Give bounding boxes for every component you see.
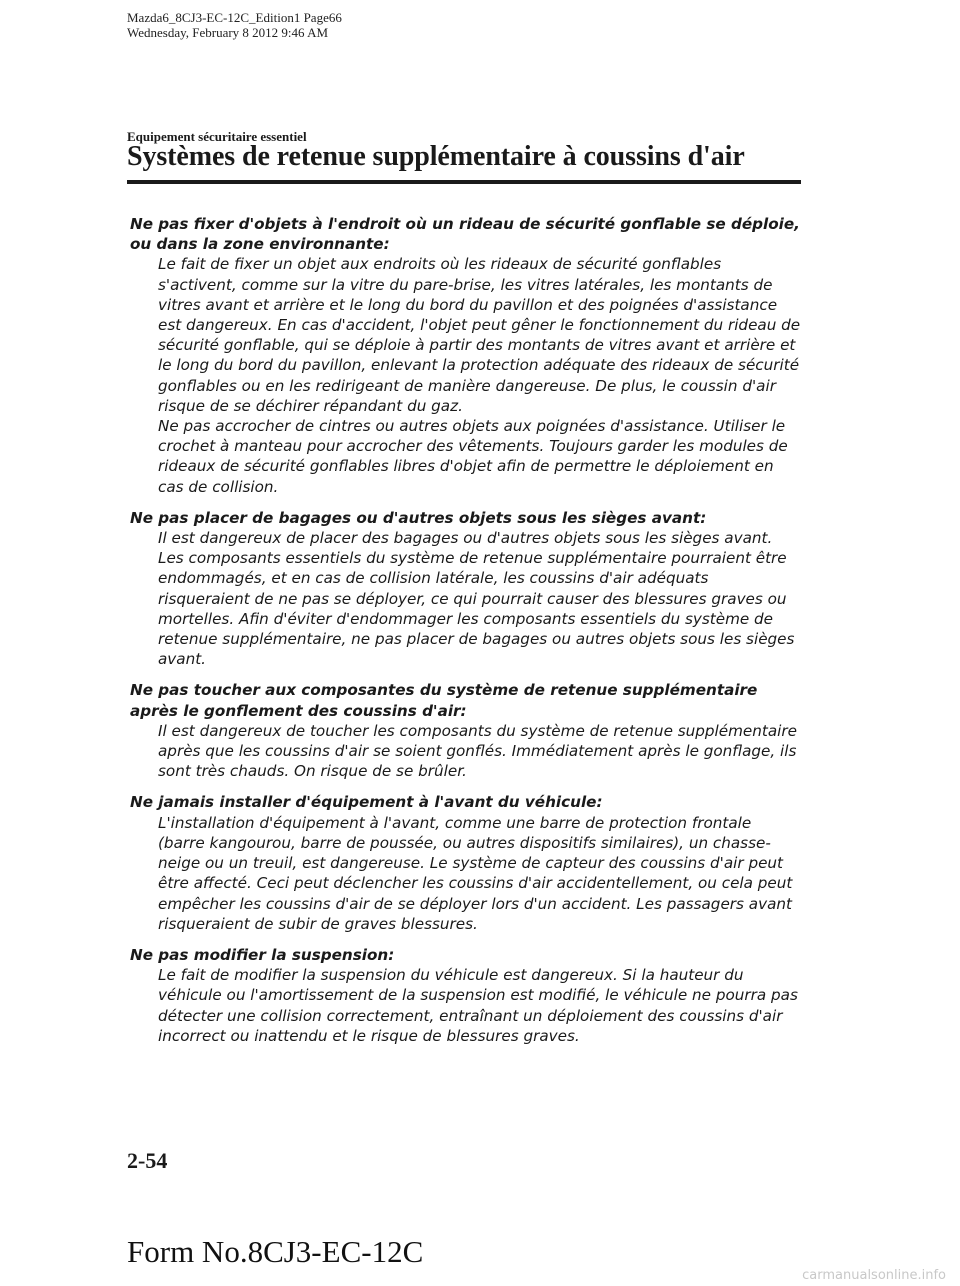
- warning-body: [130, 254, 802, 496]
- warning-paragraph: Il est dangereux de toucher les composants du système de retenue supplémentaire après que les coussins d'air se soient gonflés. Immédiatement après le gonflage, ils sont très chauds. On risque de se brûler.: [158, 721, 797, 781]
- warning-item: [130, 508, 802, 670]
- form-number: Form No.8CJ3-EC-12C: [127, 1234, 424, 1269]
- print-metadata: [127, 10, 342, 40]
- warning-paragraph: L'installation d'équipement à l'avant, comme une barre de protection frontale (barre kangourou, barre de poussée, ou autres dispositifs similaires), un chasse-neige ou un treuil, est dangereuse. Le système de capteur des coussins d'air peut être affecté. Ceci peut déclencher les coussins d'air accidentellement, ou cela peut empêcher les coussins d'air de se déployer lors d'un accident. Les passagers avant risqueraient de subir de graves blessures.: [158, 813, 793, 933]
- file-name-line: Mazda6_8CJ3-EC-12C_Edition1 Page66: [127, 10, 342, 25]
- warning-paragraph: Ne pas accrocher de cintres ou autres objets aux poignées d'assistance. Utiliser le crochet à manteau pour accrocher des vêtements. Toujours garder les modules de rideaux de sécurité gonflables libres d'objet afin de permettre le déploiement en cas de collision.: [158, 417, 788, 496]
- warning-heading: Ne pas toucher aux composantes du système de retenue supplémentaire après le gonflement des coussins d'air:: [130, 681, 758, 720]
- warning-body: [130, 965, 802, 1046]
- warning-heading: Ne jamais installer d'équipement à l'avant du véhicule:: [130, 793, 603, 812]
- page-number: 2-54: [127, 1148, 168, 1173]
- warning-paragraph: Le fait de fixer un objet aux endroits où les rideaux de sécurité gonflables s'activent, comme sur la vitre du pare-brise, les vitres latérales, les montants de vitres avant et arrière et le long du bord du pavillon et des poignées d'assistance est dangereux. En cas d'accident, l'objet peut gêner le fonctionnement du rideau de sécurité gonflable, qui se déploie à partir des montants de vitres avant et arrière et le long du bord du pavillon, enlevant la protection adéquate des rideaux de sécurité gonflables ou en les redirigeant de manière dangereuse. De plus, le coussin d'air risque de se déchirer répandant du gaz.: [158, 255, 801, 415]
- title-divider: [127, 180, 801, 184]
- warning-body: [130, 721, 802, 782]
- warning-item: [130, 792, 802, 933]
- warning-paragraph: Il est dangereux de placer des bagages ou d'autres objets sous les sièges avant. Les composants essentiels du système de retenue supplémentaire pourraient être endommagés, et en cas de collision latérale, les coussins d'air adéquats risqueraient de ne pas se déployer, ce qui pourrait causer des blessures graves ou mortelles. Afin d'éviter d'endommager les composants essentiels du système de retenue supplémentaire, ne pas placer de bagages ou autres objets sous les sièges avant.: [158, 529, 795, 669]
- warning-item: [130, 680, 802, 781]
- warning-body: [130, 528, 802, 669]
- warnings-list: [130, 214, 802, 1057]
- warning-heading: Ne pas fixer d'objets à l'endroit où un rideau de sécurité gonflable se déploie, ou dans la zone environnante:: [130, 215, 800, 254]
- warning-heading: Ne pas modifier la suspension:: [130, 945, 395, 964]
- warning-heading: Ne pas placer de bagages ou d'autres objets sous les sièges avant:: [130, 508, 707, 527]
- watermark: carmanualsonline.info: [802, 1268, 946, 1283]
- warning-item: [130, 214, 802, 497]
- warning-body: [130, 813, 802, 934]
- warning-paragraph: Le fait de modifier la suspension du véhicule est dangereux. Si la hauteur du véhicule ou l'amortissement de la suspension est modifié, le véhicule ne pourra pas détecter une collision correctement, entraînant un déploiement des coussins d'air incorrect ou inattendu et le risque de blessures graves.: [158, 966, 798, 1045]
- section-label: Equipement sécuritaire essentiel: [127, 129, 307, 144]
- page-title: Systèmes de retenue supplémentaire à coussins d'air: [127, 141, 745, 172]
- print-date-line: Wednesday, February 8 2012 9:46 AM: [127, 25, 329, 40]
- warning-item: [130, 945, 802, 1046]
